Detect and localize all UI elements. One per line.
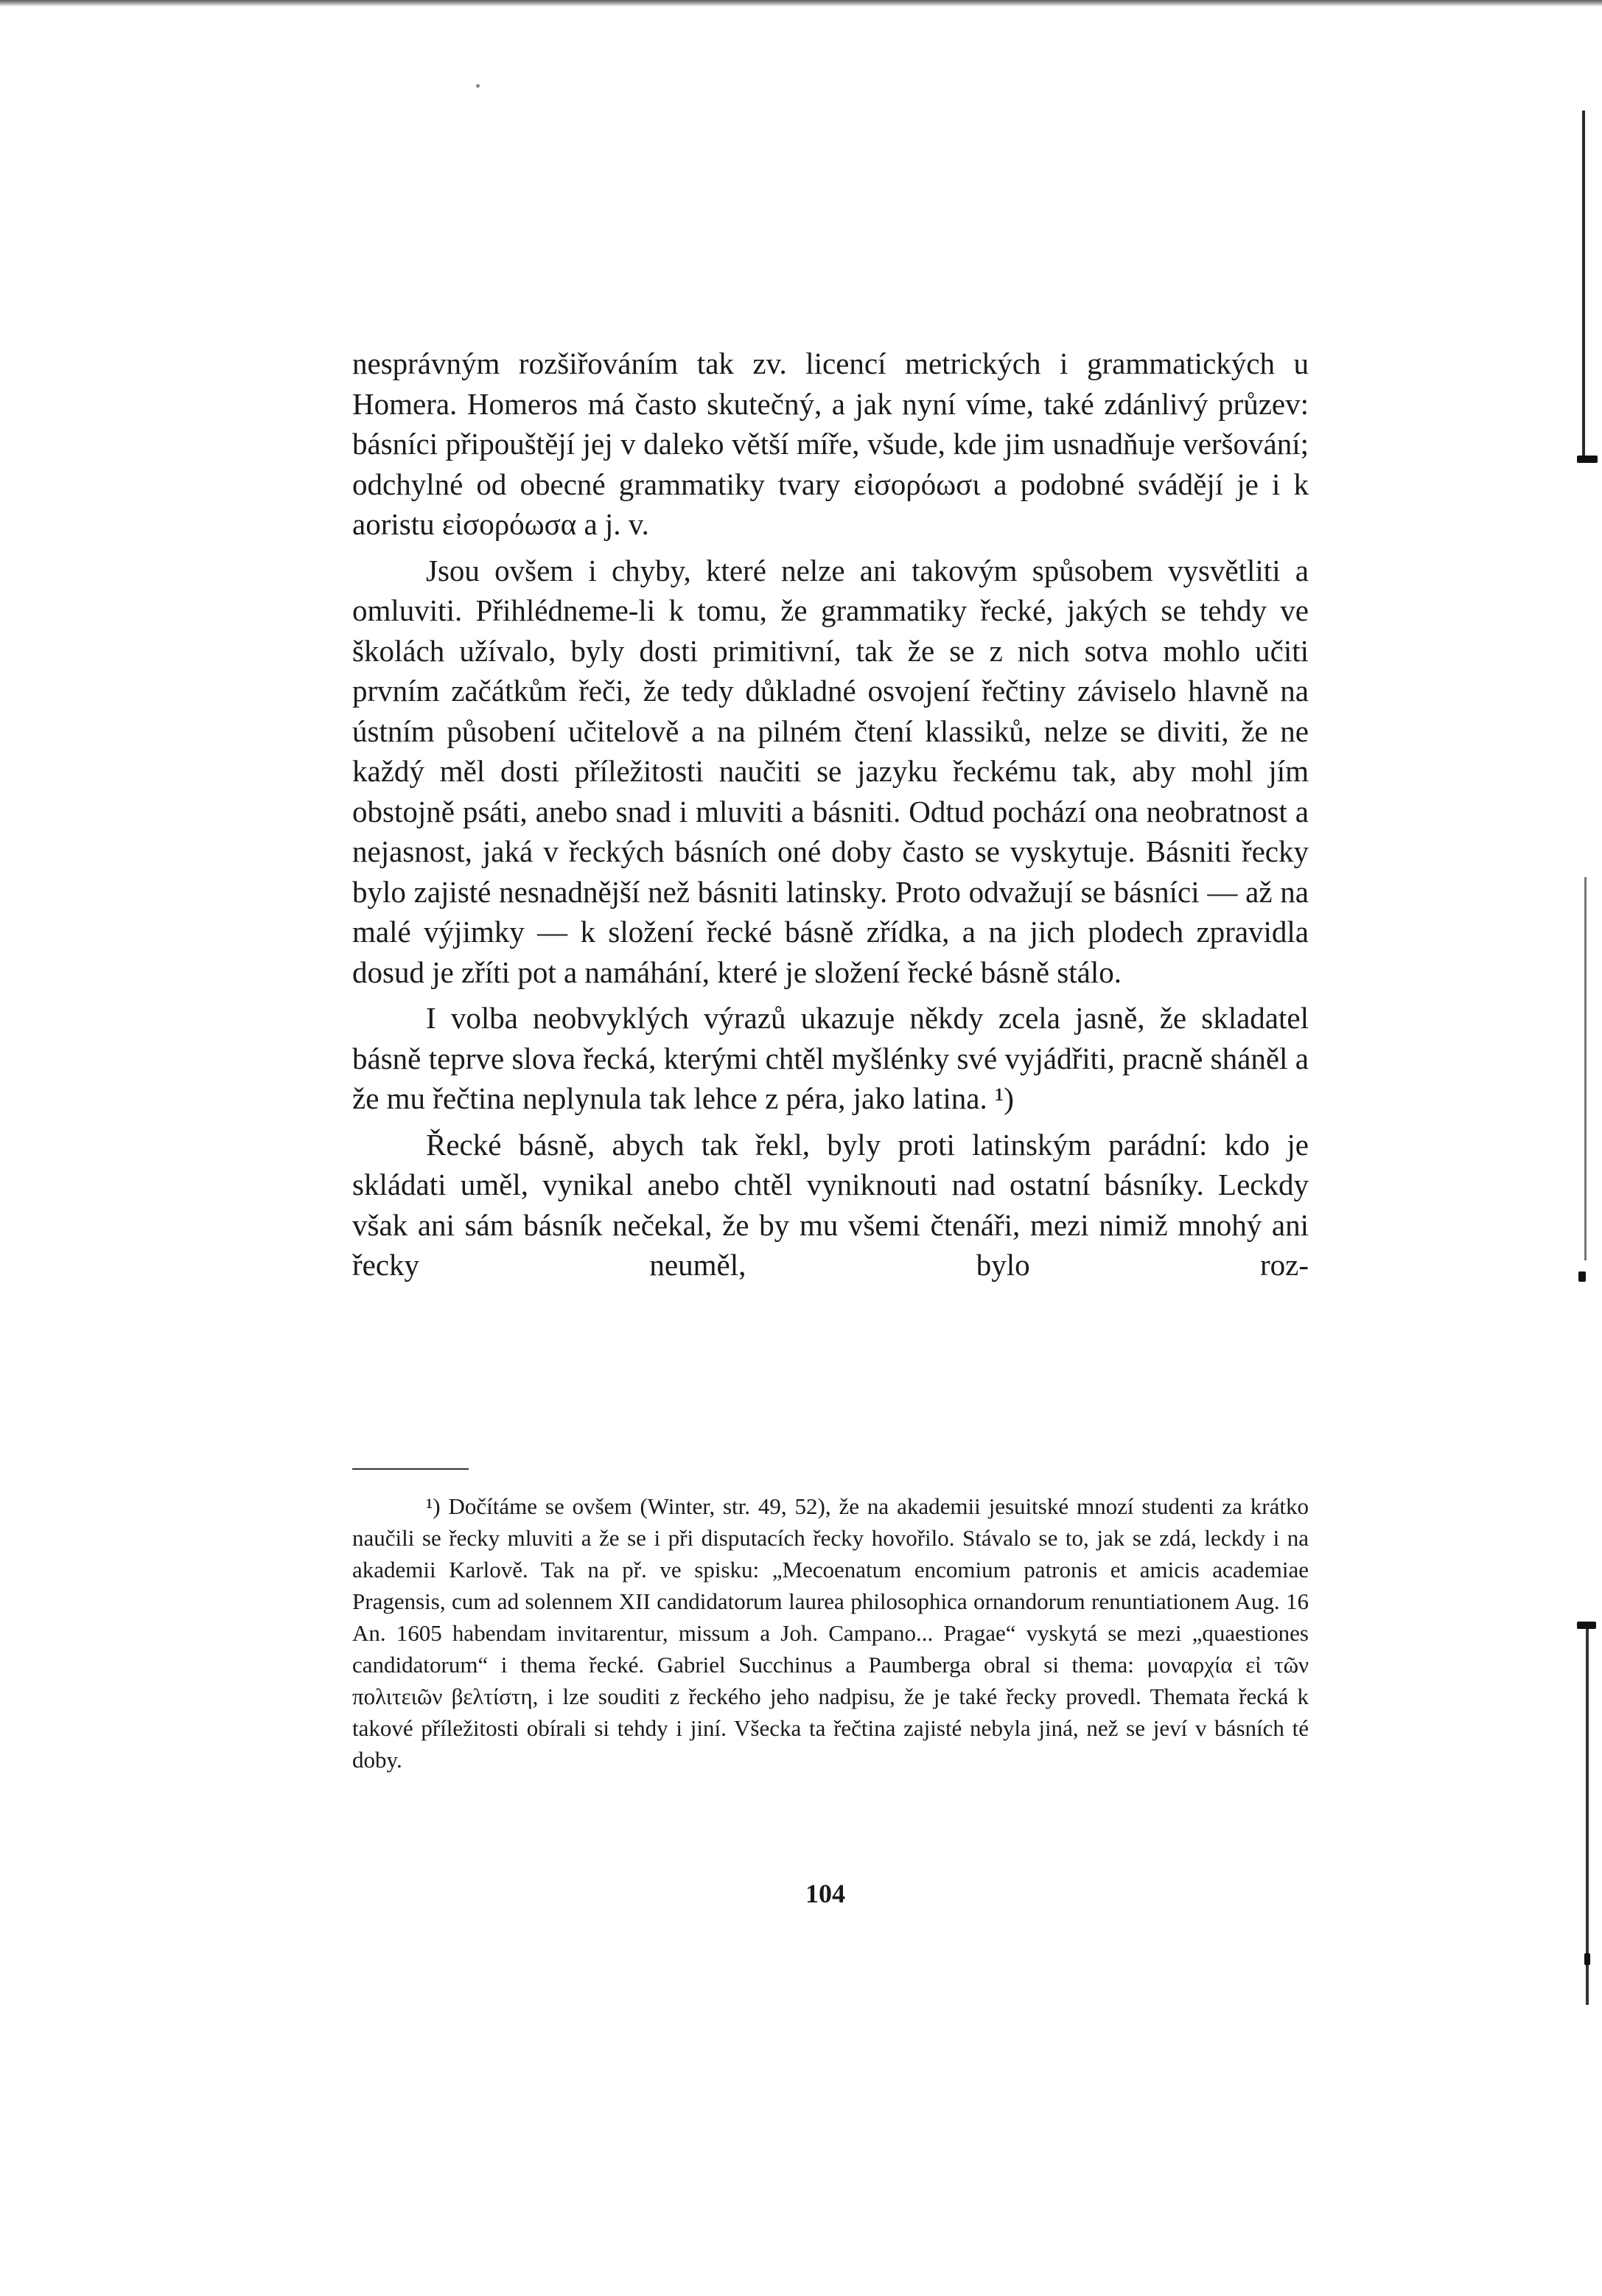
- page-edge-mark: [1577, 1622, 1596, 1629]
- page-edge-mark: [1586, 1622, 1589, 2005]
- page-number: 104: [805, 1879, 845, 1908]
- page-edge-mark: [1578, 1271, 1586, 1282]
- body-text: [352, 343, 1309, 1285]
- footnote-text: ¹) Dočítáme se ovšem (Winter, str. 49, 52), že na akademii jesuitské mnozí studenti za krátko naučili se řecky mluviti a že se i při disputacích řecky hovořilo. Stávalo se to, jak se zdá, leckdy i na akademii Karlově. Tak na př. ve spisku: „Mecoenatum encomium patronis et amicis academiae Pragensis, cum ad solennem XII candidatorum laurea philosophica ornandorum renuntiationem Aug. 16 An. 1605 habendam invitarentur, missum a Joh. Campano... Pragae“ vyskytá se mezi „quaestiones candidatorum“ i thema řecké. Gabriel Succhinus a Paumberga obral si thema: μοναρχία εἰ τῶν πολιτειῶν βελτίστη, i lze souditi z řeckého jeho nadpisu, že je také řecky provedl. Themata řecká k takové příležitosti obírali si tehdy i jiní. Všecka ta řečtina zajisté nebyla jiná, než se jeví v básních té doby.: [352, 1493, 1309, 1773]
- footnote: [352, 1490, 1309, 1776]
- scan-top-edge: [0, 0, 1602, 6]
- paragraph: I volba neobvyklých výrazů ukazuje někdy zcela jasně, že skladatel básně teprve slova řecká, kterými chtěl myšlénky své vyjádřiti, pracně sháněl a že mu řečtina neplynula tak lehce z péra, jako latina. ¹): [352, 1001, 1309, 1115]
- footnote-rule: [352, 1468, 469, 1470]
- page-edge-mark: [1584, 1953, 1590, 1965]
- scan-speck: [476, 84, 480, 88]
- paragraph: Řecké básně, abych tak řekl, byly proti latinským parádní: kdo je skládati uměl, vynikal anebo chtěl vyniknouti nad ostatní básníky. Leckdy však ani sám básník nečekal, že by mu všemi čtenáři, mezi nimiž mnohý ani řecky neuměl, bylo roz-: [352, 1127, 1309, 1282]
- page-edge-mark: [1582, 111, 1585, 457]
- paragraph: Jsou ovšem i chyby, které nelze ani takovým spůsobem vysvětliti a omluviti. Přihlédneme-li k tomu, že grammatiky řecké, jakých se tehdy ve školách užívalo, byly dosti primitivní, tak že se z nich sotva mohlo učiti prvním začátkům řeči, že tedy důkladné osvojení řečtiny záviselo hlavně na ústním působení učitelově a na pilném čtení klassiků, nelze se diviti, že ne každý měl dosti příležitosti naučiti se jazyku řeckému tak, aby mohl jím obstojně psáti, anebo snad i mluviti a básniti. Odtud pochází ona neobratnost a nejasnost, jaká v řeckých básních oné doby často se vyskytuje. Básniti řecky bylo zajisté nesnadnější než básniti latinsky. Proto odvažují se básníci — až na malé výjimky — k složení řecké básně zřídka, a na jich plodech zpravidla dosud je zříti pot a namáhání, které je složení řecké básně stálo.: [352, 553, 1309, 989]
- page-edge-mark: [1577, 456, 1598, 463]
- paragraph: nesprávným rozšiřováním tak zv. licencí metrických i grammatických u Homera. Homeros má často skutečný, a jak nyní víme, také zdánlivý průzev: básníci připouštějí jej v daleko větší míře, všude, kde jim usnadňuje veršování; odchylné od obecné grammatiky tvary εἰσορόωσι a podobné svádějí je i k aoristu εἰσορόωσα a j. v.: [352, 346, 1309, 541]
- page-edge-mark: [1584, 877, 1587, 1260]
